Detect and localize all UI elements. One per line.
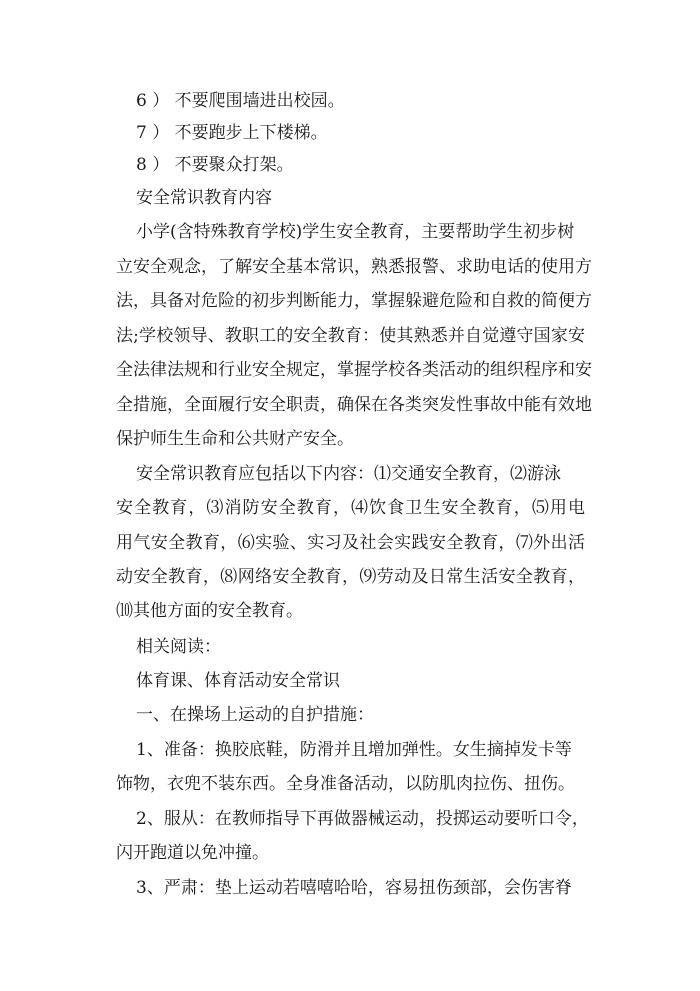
paragraph-line: 法，具备对危险的初步判断能力，掌握躲避危险和自救的简便方 (116, 291, 592, 311)
rule-item-6: 6 ） 不要爬围墙进出校园。 (136, 91, 345, 111)
paragraph-line: 1、准备：换胶底鞋，防滑并且增加弹性。女生摘掉发卡等 (136, 740, 572, 760)
subheading: 一、在操场上运动的自护措施： (136, 705, 374, 725)
related-reading-label: 相关阅读： (136, 637, 221, 657)
paragraph-line: 保护师生生命和公共财产安全。 (116, 429, 354, 449)
paragraph-line: 法;学校领导、教职工的安全教育：使其熟悉并自觉遵守国家安 (116, 326, 585, 346)
subheading: 体育课、体育活动安全常识 (136, 671, 340, 691)
paragraph-line: 立安全观念，了解安全基本常识，熟悉报警、求助电话的使用方 (116, 257, 592, 277)
section-heading: 安全常识教育内容 (136, 188, 272, 208)
paragraph-line: 全法律法规和行业安全规定，掌握学校各类活动的组织程序和安 (116, 360, 592, 380)
rule-item-7: 7 ） 不要跑步上下楼梯。 (136, 123, 328, 143)
paragraph-line: ⑽其他方面的安全教育。 (116, 601, 303, 621)
paragraph-line: 安全常识教育应包括以下内容：⑴交通安全教育，⑵游泳 (136, 464, 561, 484)
paragraph-line: 2、服从：在教师指导下再做器械运动，投掷运动要听口令， (136, 809, 589, 829)
paragraph-line: 动安全教育，⑻网络安全教育，⑼劳动及日常生活安全教育， (116, 567, 585, 587)
rule-item-8: 8 ） 不要聚众打架。 (136, 155, 294, 175)
paragraph-line: 闪开跑道以免冲撞。 (116, 843, 269, 863)
paragraph-line: 饰物，衣兜不装东西。全身准备活动，以防肌肉拉伤、扭伤。 (116, 774, 575, 794)
paragraph-line: 全措施，全面履行安全职责，确保在各类突发性事故中能有效地 (116, 395, 592, 415)
paragraph-line: 3、严肃：垫上运动若嘻嘻哈哈，容易扭伤颈部，会伤害脊 (136, 878, 572, 898)
paragraph-line: 小学(含特殊教育学校)学生安全教育，主要帮助学生初步树 (136, 222, 575, 242)
paragraph-line: 安全教育，⑶消防安全教育，⑷饮食卫生安全教育，⑸用电 (116, 498, 585, 518)
paragraph-line: 用气安全教育，⑹实验、实习及社会实践安全教育，⑺外出活 (116, 533, 585, 553)
